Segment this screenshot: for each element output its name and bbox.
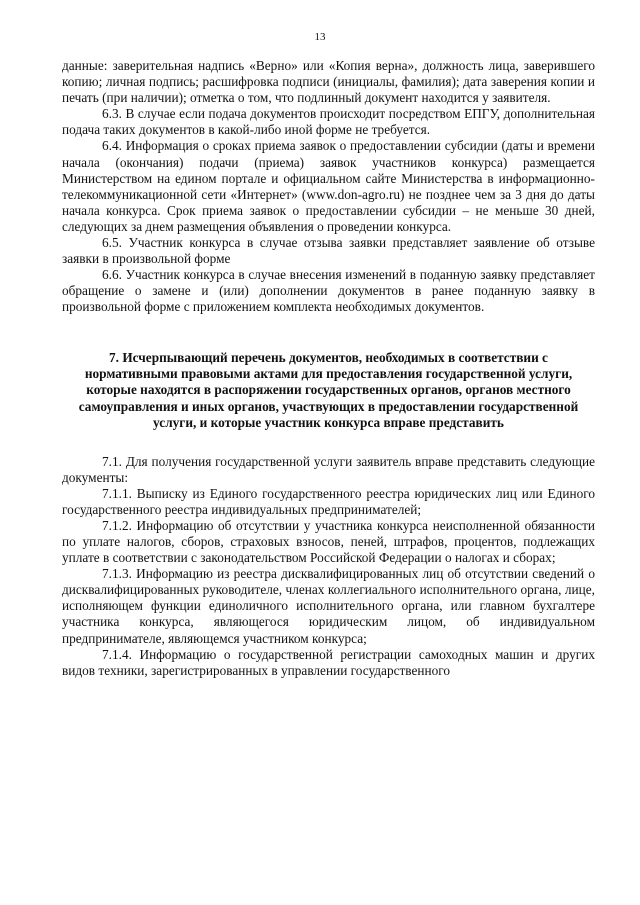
paragraph-6-3: 6.3. В случае если подача документов происходит посредством ЕПГУ, дополнительная подача таких документов в какой-либо иной форме не требуется. <box>62 106 595 138</box>
paragraph-7-1-2: 7.1.2. Информацию об отсутствии у участника конкурса неисполненной обязанности по уплате налогов, сборов, страховых взносов, пеней, штрафов, процентов, подлежащих уплате в соответствии с законодательством Российской Федерации о налогах и сборах; <box>62 517 595 566</box>
page-number: 13 <box>314 31 326 43</box>
paragraph-6-6: 6.6. Участник конкурса в случае внесения изменений в поданную заявку представляет обращение о замене и (или) дополнении документов в ранее поданную заявку в произвольной форме с приложением комплекта необходимых документов. <box>62 267 595 315</box>
paragraph-7-1-4: 7.1.4. Информацию о государственной регистрации самоходных машин и других видов техники, зарегистрированных в управлении государственного <box>62 646 595 678</box>
paragraph: данные: заверительная надпись «Верно» или «Копия верна», должность лица, заверившего копию; личная подпись; расшифровка подписи (инициалы, фамилия); дата заверения копии и печать (при наличии); отметка о том, что подлинный документ находится у заявителя. <box>62 58 595 106</box>
section-heading: 7. Исчерпывающий перечень документов, необходимых в соответствии с нормативными правовыми актами для предоставления государственной услуги, которые находятся в распоряжении государственных органов, органов местного самоуправления и иных органов, участвующих в предоставлении государственной услуги, и которые участник конкурса вправе представить <box>78 349 579 431</box>
paragraph-6-5: 6.5. Участник конкурса в случае отзыва заявки представляет заявление об отзыве заявки в произвольной форме <box>62 235 595 267</box>
paragraph-7-1: 7.1. Для получения государственной услуги заявитель вправе представить следующие документы: <box>62 453 595 485</box>
paragraph-6-4: 6.4. Информация о сроках приема заявок о предоставлении субсидии (даты и времени начала (окончания) подачи (приема) заявок участников конкурса) размещается Министерством на едином портале и официальном сайте Министерства в информационно-телекоммуникационной сети «Интернет» (www.don-agro.ru) не позднее чем за 3 дня до даты начала конкурса. Срок приема заявок о предоставлении субсидии – не меньше 30 дней, следующих за днем размещения объявления о проведении конкурса. <box>62 138 595 234</box>
paragraph-7-1-3: 7.1.3. Информацию из реестра дисквалифицированных лиц об отсутствии сведений о дисквалифицированных руководителе, членах коллегиального исполнительного органа, лице, исполняющем функции единоличного исполнительного органа, или главном бухгалтере участника конкурса, являющегося юридическим лицом, об индивидуальном предпринимателе, являющемся участником конкурса; <box>62 566 595 646</box>
document-body <box>62 58 595 679</box>
paragraph-7-1-1: 7.1.1. Выписку из Единого государственного реестра юридических лиц или Единого государственного реестра индивидуальных предпринимателей; <box>62 485 595 517</box>
